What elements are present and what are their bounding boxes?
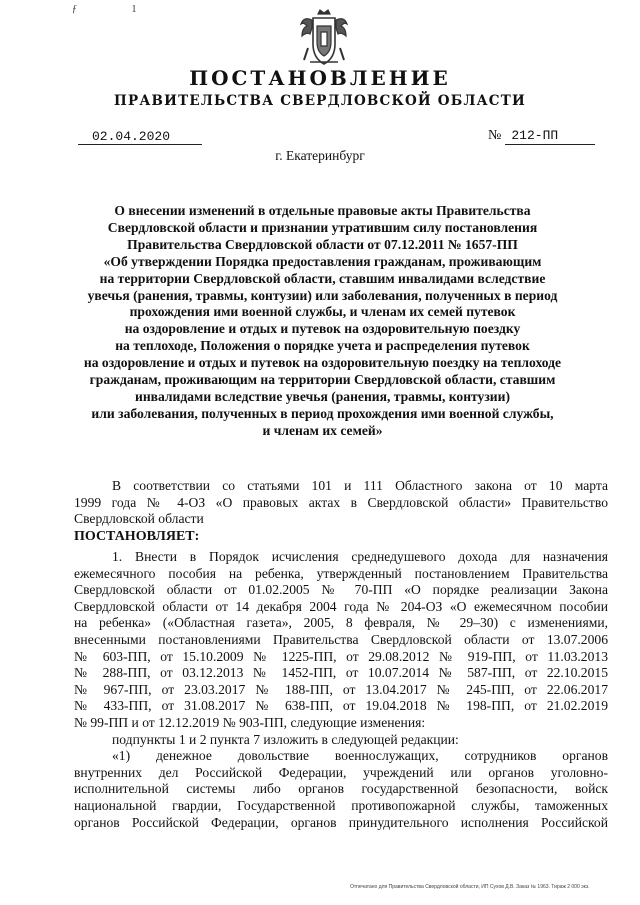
body-line: Свердловской области от 14 декабря 2004 года № 204-ОЗ «О ежемесячном пособии bbox=[74, 598, 608, 614]
print-footer: Отпечатано для Правительства Свердловской области, ИП Сухов Д.В. Заказ № 1963. Тираж 2 000 экз. bbox=[350, 884, 590, 890]
document-date: 02.04.2020 bbox=[78, 129, 202, 145]
number-value: 212-ПП bbox=[505, 128, 595, 145]
body-line: № 433-ПП, от 31.08.2017 № 638-ПП, от 19.04.2018 № 198-ПП, от 21.02.2019 bbox=[74, 698, 608, 714]
preamble bbox=[74, 478, 608, 528]
heading-line: гражданам, проживающим на территории Свердловской области, ставшим bbox=[89, 372, 556, 388]
heading-line: или заболевания, полученных в период прохождения ими военной службы, bbox=[91, 405, 554, 421]
document-subtitle: ПРАВИТЕЛЬСТВА СВЕРДЛОВСКОЙ ОБЛАСТИ bbox=[114, 93, 526, 109]
body-line: № 99-ПП и от 12.12.2019 № 903-ПП, следующие изменения: bbox=[74, 714, 426, 730]
heading-line: прохождения ими военной службы, и членам их семей путевок bbox=[129, 304, 516, 320]
heading-line: увечья (ранения, травмы, контузии) или заболевания, полученных в период bbox=[87, 287, 558, 303]
body-line: № 288-ПП, от 03.12.2013 № 1452-ПП, от 10.07.2014 № 587-ПП, от 22.10.2015 bbox=[74, 665, 608, 681]
heading-line: инвалидами вследствие увечья (ранения, травмы, контузии) bbox=[135, 388, 510, 404]
body-line: национальной гвардии, Государственной противопожарной службы, таможенных bbox=[74, 797, 608, 813]
corner-mark: 1 bbox=[131, 4, 137, 15]
preamble-line: Свердловской области bbox=[74, 511, 204, 527]
document-heading bbox=[60, 203, 585, 440]
body-line: подпункты 1 и 2 пункта 7 изложить в следующей редакции: bbox=[112, 731, 459, 747]
heading-line: на теплоходе, Положения о порядке учета и распределения путевок bbox=[115, 338, 530, 354]
body-line: внесенными постановлениями Правительства Свердловской области от 13.07.2006 bbox=[74, 631, 608, 647]
preamble-line: 1999 года № 4-ОЗ «О правовых актах в Свердловской области» Правительство bbox=[74, 494, 608, 510]
document-title: ПОСТАНОВЛЕНИЕ bbox=[189, 66, 451, 90]
coat-of-arms-icon bbox=[298, 8, 350, 70]
document-body bbox=[74, 549, 608, 831]
heading-line: на оздоровление и отдых и путевок на оздоровительную поездку на теплоходе bbox=[83, 355, 562, 371]
heading-line: на оздоровление и отдых и путевок на оздоровительную поездку bbox=[124, 321, 521, 337]
body-line: ежемесячного пособия на ребенка, утвержденный постановлением Правительства bbox=[74, 565, 608, 581]
postanovlyaet-label: ПОСТАНОВЛЯЕТ: bbox=[74, 529, 200, 544]
body-line: на ребенка» («Областная газета», 2005, 8 февраля, № 29–30) с изменениями, bbox=[74, 615, 608, 631]
heading-line: Свердловской области и признании утратившим силу постановления bbox=[107, 219, 538, 235]
heading-line: «Об утверждении Порядка предоставления гражданам, проживающим bbox=[103, 253, 542, 269]
body-line: «1) денежное довольствие военнослужащих, сотрудников органов bbox=[112, 748, 608, 764]
heading-line: О внесении изменений в отдельные правовые акты Правительства bbox=[114, 203, 531, 218]
heading-line: на территории Свердловской области, ставшим инвалидами вследствие bbox=[99, 270, 546, 286]
body-line: органов Российской Федерации, органов принудительного исполнения Российской bbox=[74, 814, 608, 830]
document-number bbox=[488, 128, 595, 145]
preamble-line: В соответствии со статьями 101 и 111 Областного закона от 10 марта bbox=[112, 478, 608, 493]
body-line: исполнительной системы либо органов государственной безопасности, войск bbox=[74, 781, 608, 797]
corner-marks bbox=[72, 4, 189, 15]
body-line: № 603-ПП, от 15.10.2009 № 1225-ПП, от 29.08.2012 № 919-ПП, от 11.03.2013 bbox=[74, 648, 608, 664]
body-line: № 967-ПП, от 23.03.2017 № 188-ПП, от 13.04.2017 № 245-ПП, от 22.06.2017 bbox=[74, 681, 608, 697]
body-line: Свердловской области от 01.02.2005 № 70-ПП «О порядке реализации Закона bbox=[74, 582, 608, 598]
body-line: 1. Внести в Порядок исчисления среднедушевого дохода для назначения bbox=[112, 549, 608, 564]
document-city: г. Екатеринбург bbox=[275, 148, 365, 163]
number-label: № bbox=[488, 128, 502, 143]
body-line: внутренних дел Российской Федерации, учреждений или органов уголовно- bbox=[74, 764, 608, 780]
heading-line: Правительства Свердловской области от 07.12.2011 № 1657-ПП bbox=[127, 236, 518, 252]
corner-mark: ƒ bbox=[72, 4, 77, 15]
heading-line: и членам их семей» bbox=[262, 422, 383, 438]
